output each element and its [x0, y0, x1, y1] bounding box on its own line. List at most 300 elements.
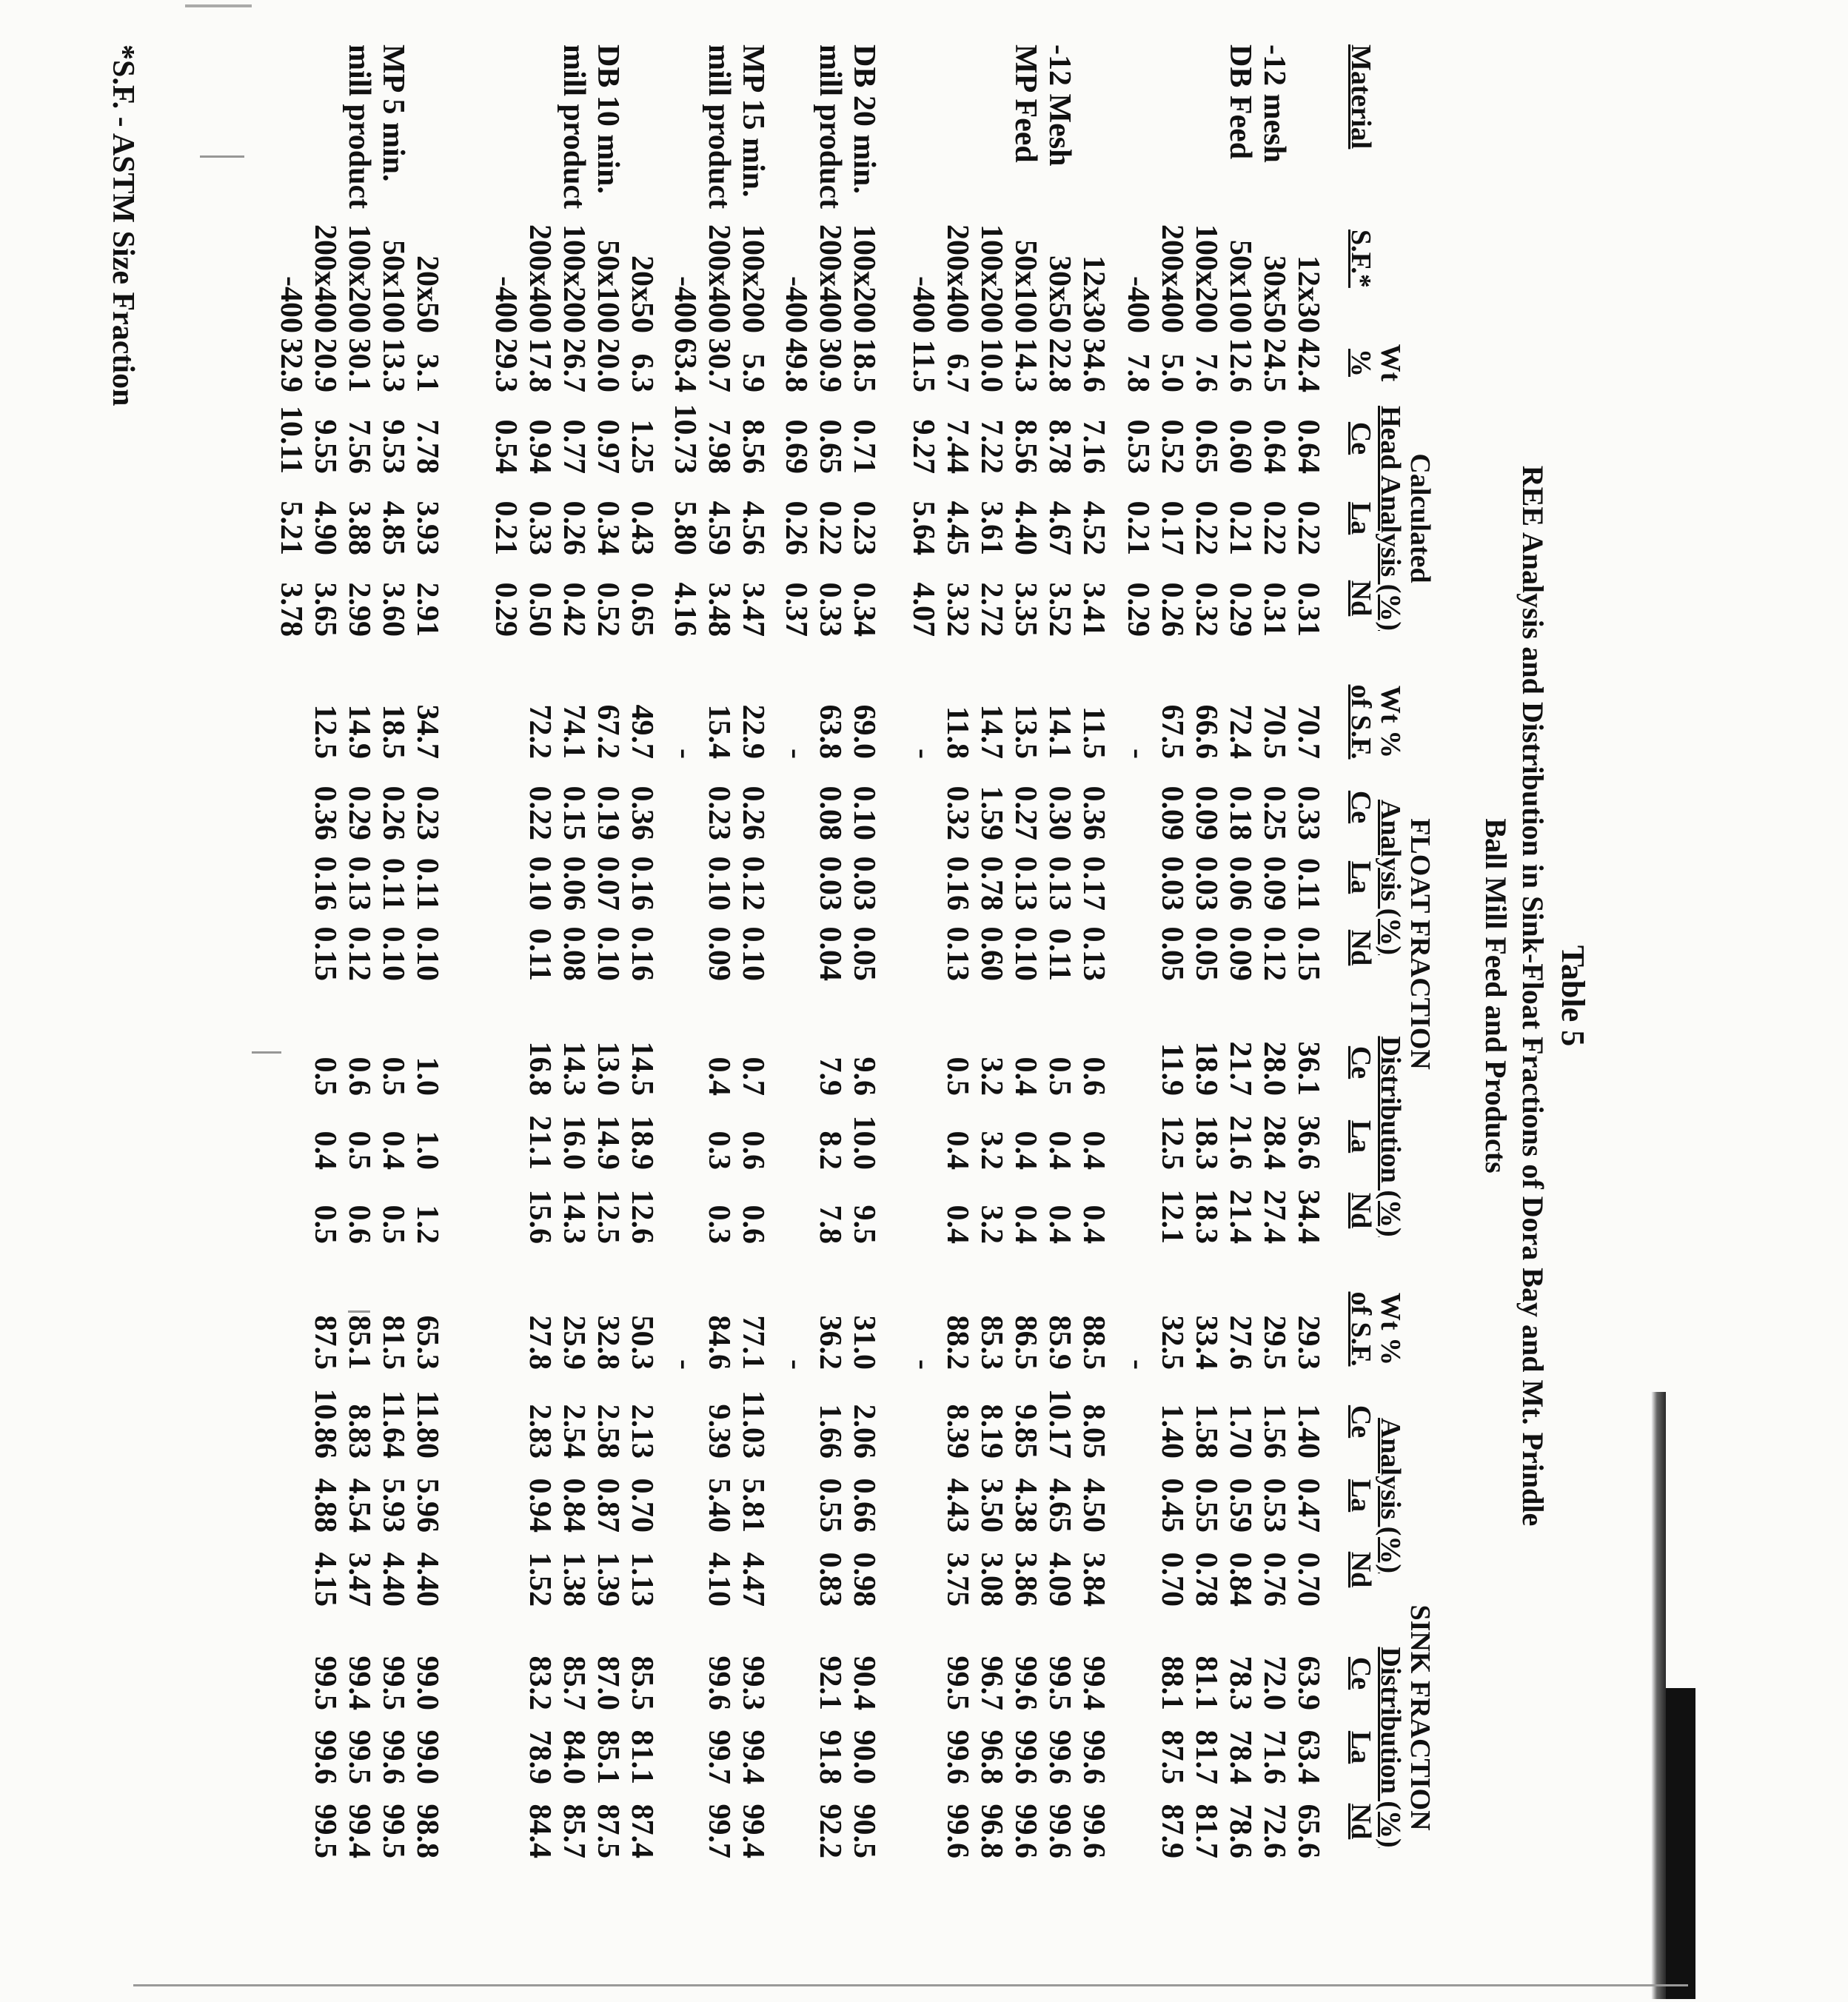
float-weight-cell: 70.7	[1291, 704, 1325, 759]
size-fraction-cell: 200x400	[813, 224, 847, 333]
header-material: Material	[1345, 44, 1376, 150]
float-distribution-cell: 1.2	[410, 1205, 444, 1244]
head-analysis-cell: 0.43	[625, 500, 659, 555]
sink-distribution-cell: 99.5	[308, 1804, 342, 1858]
sink-analysis-cell: 5.81	[736, 1478, 770, 1533]
footnote: *S.F. - ASTM Size Fraction	[106, 44, 140, 406]
head-analysis-cell: 0.32	[1189, 582, 1223, 637]
sink-distribution-cell: 99.6	[308, 1730, 342, 1784]
sink-distribution-cell: 99.4	[342, 1656, 376, 1710]
head-analysis-cell: 0.42	[557, 582, 591, 637]
float-analysis-cell: 0.10	[523, 856, 557, 911]
sink-weight-cell: -	[1121, 1359, 1155, 1370]
sink-distribution-cell: 90.4	[847, 1656, 881, 1710]
float-weight-cell: 72.4	[1223, 704, 1257, 759]
head-analysis-cell: 0.21	[489, 500, 523, 555]
sink-distribution-cell: 99.0	[410, 1730, 444, 1784]
float-analysis-cell: 0.19	[591, 786, 625, 840]
float-analysis-cell: 0.15	[557, 786, 591, 840]
head-analysis-cell: 0.22	[1291, 500, 1325, 555]
sink-weight-cell: 50.3	[625, 1315, 659, 1370]
sink-weight-cell: 27.6	[1223, 1315, 1257, 1370]
table-subtitle: Ball Mill Feed and Products	[1479, 818, 1513, 1174]
sink-analysis-cell: 0.59	[1223, 1478, 1257, 1533]
sink-distribution-cell: 81.7	[1189, 1804, 1223, 1858]
header-sink-wt-top: Wt %	[1375, 1292, 1406, 1366]
sink-distribution-cell: 63.9	[1291, 1656, 1325, 1710]
float-weight-cell: 22.9	[736, 704, 770, 759]
head-analysis-cell: 0.21	[1121, 500, 1155, 555]
float-analysis-cell: 0.10	[1008, 926, 1042, 981]
sink-weight-cell: 29.3	[1291, 1315, 1325, 1370]
head-analysis-cell: 3.60	[376, 582, 410, 637]
float-weight-cell: 11.8	[940, 706, 974, 759]
head-analysis-cell: 4.67	[1042, 500, 1077, 555]
float-analysis-cell: 0.25	[1257, 786, 1291, 840]
sink-distribution-cell: 99.4	[342, 1804, 376, 1858]
sink-analysis-cell: 0.70	[625, 1478, 659, 1533]
float-distribution-cell: 8.2	[813, 1131, 847, 1170]
float-distribution-cell: 34.4	[1291, 1189, 1325, 1244]
sink-analysis-cell: 0.70	[1155, 1552, 1189, 1607]
sink-analysis-cell: 4.15	[308, 1552, 342, 1607]
float-analysis-cell: 0.23	[702, 786, 736, 840]
weight-percent-cell: 20.9	[308, 338, 342, 392]
float-analysis-cell: 0.13	[1077, 926, 1111, 981]
sink-weight-cell: -	[668, 1359, 702, 1370]
head-analysis-cell: 3.78	[274, 582, 308, 637]
float-analysis-cell: 0.16	[308, 856, 342, 911]
head-analysis-cell: 0.29	[489, 582, 523, 637]
sink-distribution-cell: 91.8	[813, 1730, 847, 1784]
scan-speck	[185, 4, 252, 7]
scan-speck	[348, 1310, 370, 1313]
scan-binding-edge	[1666, 1688, 1695, 1999]
size-fraction-cell: 100x200	[974, 224, 1008, 333]
float-analysis-cell: 0.10	[591, 926, 625, 981]
header-sf: S.F.*	[1345, 230, 1376, 288]
sink-distribution-cell: 99.6	[1077, 1730, 1111, 1784]
sink-distribution-cell: 96.8	[974, 1730, 1008, 1784]
size-fraction-cell: 50x100	[376, 240, 410, 333]
sink-distribution-cell: 99.5	[376, 1804, 410, 1858]
head-analysis-cell: 0.26	[1155, 582, 1189, 637]
sink-weight-cell: 36.2	[813, 1315, 847, 1370]
rotated-table-page	[106, 44, 1592, 1947]
float-analysis-cell: 0.60	[974, 926, 1008, 981]
float-analysis-cell: 0.16	[625, 926, 659, 981]
sink-distribution-cell: 84.4	[523, 1804, 557, 1858]
header-head-nd: Nd	[1345, 580, 1376, 617]
header-float-wt-top: Wt %	[1375, 685, 1406, 759]
sink-analysis-cell: 4.54	[342, 1478, 376, 1533]
float-distribution-cell: 14.3	[557, 1189, 591, 1244]
sink-distribution-cell: 85.1	[591, 1730, 625, 1784]
sink-distribution-cell: 99.4	[736, 1804, 770, 1858]
float-analysis-cell: 0.08	[813, 786, 847, 840]
sink-analysis-cell: 1.40	[1155, 1404, 1189, 1459]
weight-percent-cell: 7.6	[1189, 353, 1223, 392]
sink-analysis-cell: 1.56	[1257, 1404, 1291, 1459]
float-analysis-cell: 0.29	[342, 786, 376, 840]
float-analysis-cell: 0.08	[557, 926, 591, 981]
sink-analysis-cell: 8.83	[342, 1404, 376, 1459]
sink-analysis-cell: 1.13	[625, 1552, 659, 1607]
sink-weight-cell: 25.9	[557, 1315, 591, 1370]
size-fraction-cell: 200x400	[940, 224, 974, 333]
float-distribution-cell: 0.7	[736, 1057, 770, 1096]
sink-analysis-cell: 10.17	[1042, 1388, 1077, 1459]
scan-speck	[200, 155, 244, 158]
float-analysis-cell: 0.11	[1042, 928, 1077, 981]
sink-analysis-cell: 0.47	[1291, 1478, 1325, 1533]
sink-weight-cell: 81.5	[376, 1315, 410, 1370]
sink-distribution-cell: 85.5	[625, 1656, 659, 1710]
float-distribution-cell: 3.2	[974, 1057, 1008, 1096]
sink-analysis-cell: 0.55	[1189, 1478, 1223, 1533]
sink-distribution-cell: 96.7	[974, 1656, 1008, 1710]
weight-percent-cell: 63.4	[668, 338, 702, 392]
sink-distribution-cell: 99.5	[376, 1656, 410, 1710]
head-analysis-cell: 0.65	[625, 582, 659, 637]
sink-weight-cell: 32.5	[1155, 1315, 1189, 1370]
float-analysis-cell: 0.32	[940, 786, 974, 840]
head-analysis-cell: 0.17	[1155, 500, 1189, 555]
sink-weight-cell: 27.8	[523, 1315, 557, 1370]
sink-weight-cell: 88.5	[1077, 1315, 1111, 1370]
sink-analysis-cell: 2.13	[625, 1404, 659, 1459]
sink-distribution-cell: 99.6	[1008, 1730, 1042, 1784]
float-distribution-cell: 3.2	[974, 1131, 1008, 1170]
head-analysis-cell: 0.77	[557, 419, 591, 474]
size-fraction-cell: 30x50	[1257, 255, 1291, 333]
head-analysis-cell: 0.23	[847, 500, 881, 555]
head-analysis-cell: 3.35	[1008, 582, 1042, 637]
sink-distribution-cell: 78.3	[1223, 1656, 1257, 1710]
float-distribution-cell: 0.3	[702, 1131, 736, 1170]
float-analysis-cell: 0.09	[1257, 856, 1291, 911]
float-distribution-cell: 9.6	[847, 1057, 881, 1096]
head-analysis-cell: 2.72	[974, 582, 1008, 637]
sink-distribution-cell: 99.6	[1077, 1804, 1111, 1858]
size-fraction-cell: 200x400	[308, 224, 342, 333]
weight-percent-cell: 3.1	[410, 353, 444, 392]
head-analysis-cell: 9.53	[376, 419, 410, 474]
head-analysis-cell: 8.78	[1042, 419, 1077, 474]
float-analysis-cell: 0.05	[1155, 926, 1189, 981]
float-analysis-cell: 0.10	[736, 926, 770, 981]
size-fraction-cell: 20x50	[410, 255, 444, 333]
sink-analysis-cell: 4.09	[1042, 1552, 1077, 1607]
head-analysis-cell: 4.56	[736, 500, 770, 555]
float-distribution-cell: 0.5	[940, 1057, 974, 1096]
float-analysis-cell: 0.04	[813, 926, 847, 981]
sink-distribution-cell: 99.6	[940, 1730, 974, 1784]
sink-analysis-cell: 0.70	[1291, 1552, 1325, 1607]
sink-distribution-cell: 90.5	[847, 1804, 881, 1858]
sink-distribution-cell: 87.0	[591, 1656, 625, 1710]
float-distribution-cell: 21.1	[523, 1115, 557, 1170]
sink-analysis-cell: 11.64	[376, 1390, 410, 1459]
head-analysis-cell: 4.16	[668, 582, 702, 637]
sink-distribution-cell: 99.5	[308, 1656, 342, 1710]
float-analysis-cell: 0.09	[1155, 786, 1189, 840]
sink-analysis-cell: 2.58	[591, 1404, 625, 1459]
sink-weight-cell: 31.0	[847, 1315, 881, 1370]
head-analysis-cell: 0.22	[813, 500, 847, 555]
sink-analysis-cell: 11.80	[410, 1390, 444, 1459]
head-analysis-cell: 0.22	[1189, 500, 1223, 555]
material-label: -12 Mesh MP Feed	[1008, 44, 1077, 167]
header-float-a-la: La	[1345, 860, 1376, 894]
header-sink-d-la: La	[1345, 1730, 1376, 1764]
float-analysis-cell: 0.36	[308, 786, 342, 840]
header-float-d-nd: Nd	[1345, 1192, 1376, 1229]
float-weight-cell: 11.5	[1077, 706, 1111, 759]
head-analysis-cell: 10.11	[274, 405, 308, 474]
sink-analysis-cell: 0.78	[1189, 1552, 1223, 1607]
head-analysis-cell: 7.22	[974, 419, 1008, 474]
scan-speck	[252, 1051, 281, 1054]
weight-percent-cell: 17.8	[523, 338, 557, 392]
weight-percent-cell: 5.0	[1155, 353, 1189, 392]
float-distribution-cell: 1.0	[410, 1131, 444, 1170]
head-analysis-cell: 3.32	[940, 582, 974, 637]
weight-percent-cell: 18.5	[847, 338, 881, 392]
size-fraction-cell: 100x200	[736, 224, 770, 333]
float-analysis-cell: 0.03	[1189, 856, 1223, 911]
size-fraction-cell: 12x30	[1291, 255, 1325, 333]
float-distribution-cell: 16.8	[523, 1041, 557, 1096]
head-analysis-cell: 4.07	[906, 582, 940, 637]
weight-percent-cell: 42.4	[1291, 338, 1325, 392]
float-distribution-cell: 18.9	[1189, 1041, 1223, 1096]
float-distribution-cell: 0.5	[376, 1205, 410, 1244]
float-analysis-cell: 0.12	[1257, 926, 1291, 981]
head-analysis-cell: 5.21	[274, 500, 308, 555]
float-distribution-cell: 0.5	[1042, 1057, 1077, 1096]
sink-analysis-cell: 0.98	[847, 1552, 881, 1607]
sink-analysis-cell: 4.65	[1042, 1478, 1077, 1533]
head-analysis-cell: 9.55	[308, 419, 342, 474]
size-fraction-cell: -400	[906, 276, 940, 333]
float-weight-cell: 49.7	[625, 704, 659, 759]
head-analysis-cell: 0.69	[779, 419, 813, 474]
head-analysis-cell: 8.56	[1008, 419, 1042, 474]
sink-weight-cell: 85.1	[342, 1315, 376, 1370]
sink-analysis-cell: 10.86	[308, 1388, 342, 1459]
float-weight-cell: 14.7	[974, 704, 1008, 759]
head-analysis-cell: 2.91	[410, 582, 444, 637]
weight-percent-cell: 29.3	[489, 338, 523, 392]
sink-distribution-cell: 99.6	[376, 1730, 410, 1784]
sink-analysis-cell: 0.84	[1223, 1552, 1257, 1607]
float-analysis-cell: 0.11	[523, 928, 557, 981]
head-analysis-cell: 0.65	[1189, 419, 1223, 474]
float-analysis-cell: 0.13	[1008, 856, 1042, 911]
head-analysis-cell: 0.97	[591, 419, 625, 474]
sink-distribution-cell: 96.8	[974, 1804, 1008, 1858]
scan-bottom-edge	[133, 1984, 1688, 1986]
sink-analysis-cell: 4.43	[940, 1478, 974, 1533]
sink-analysis-cell: 4.40	[410, 1552, 444, 1607]
sink-analysis-cell: 4.10	[702, 1552, 736, 1607]
float-analysis-cell: 0.10	[847, 786, 881, 840]
sink-distribution-cell: 92.1	[813, 1656, 847, 1710]
head-analysis-cell: 0.31	[1257, 582, 1291, 637]
header-head-analysis: Head Analysis (%)	[1375, 405, 1406, 632]
head-analysis-cell: 8.56	[736, 419, 770, 474]
float-analysis-cell: 0.10	[410, 926, 444, 981]
sink-analysis-cell: 9.39	[702, 1404, 736, 1459]
float-weight-cell: -	[1121, 749, 1155, 759]
float-distribution-cell: 3.2	[974, 1205, 1008, 1244]
float-distribution-cell: 0.6	[736, 1205, 770, 1244]
sink-analysis-cell: 8.05	[1077, 1404, 1111, 1459]
sink-analysis-cell: 4.88	[308, 1478, 342, 1533]
sink-analysis-cell: 1.52	[523, 1552, 557, 1607]
header-sink-a-nd: Nd	[1345, 1551, 1376, 1588]
head-analysis-cell: 5.80	[668, 500, 702, 555]
float-distribution-cell: 0.4	[1077, 1131, 1111, 1170]
size-fraction-cell: 200x400	[523, 224, 557, 333]
float-distribution-cell: 13.0	[591, 1041, 625, 1096]
header-sink-wt-bottom: of S.F.	[1345, 1291, 1376, 1367]
sink-weight-cell: 65.3	[410, 1315, 444, 1370]
header-float-a-nd: Nd	[1345, 929, 1376, 966]
sink-distribution-cell: 81.1	[625, 1730, 659, 1784]
header-sink-analysis: Analysis (%)	[1375, 1417, 1406, 1574]
sink-distribution-cell: 87.5	[591, 1804, 625, 1858]
float-distribution-cell: 0.5	[308, 1205, 342, 1244]
sink-analysis-cell: 0.66	[847, 1478, 881, 1533]
sink-distribution-cell: 99.6	[1042, 1730, 1077, 1784]
head-analysis-cell: 4.85	[376, 500, 410, 555]
sink-analysis-cell: 4.40	[376, 1552, 410, 1607]
float-weight-cell: 67.5	[1155, 704, 1189, 759]
float-distribution-cell: 36.1	[1291, 1041, 1325, 1096]
float-analysis-cell: 0.15	[308, 926, 342, 981]
float-analysis-cell: 0.10	[702, 856, 736, 911]
sink-weight-cell: 88.2	[940, 1315, 974, 1370]
size-fraction-cell: -400	[489, 276, 523, 333]
head-analysis-cell: 0.21	[1223, 500, 1257, 555]
sink-distribution-cell: 65.6	[1291, 1804, 1325, 1858]
head-analysis-cell: 4.45	[940, 500, 974, 555]
float-analysis-cell: 0.13	[940, 926, 974, 981]
sink-analysis-cell: 1.40	[1291, 1404, 1325, 1459]
head-analysis-cell: 0.29	[1223, 582, 1257, 637]
sink-analysis-cell: 2.06	[847, 1404, 881, 1459]
header-wt-top: Wt	[1375, 344, 1406, 382]
head-analysis-cell: 5.64	[906, 500, 940, 555]
material-label: DB 20 min. mill product	[813, 44, 881, 210]
head-analysis-cell: 3.52	[1042, 582, 1077, 637]
float-distribution-cell: 10.0	[847, 1115, 881, 1170]
float-analysis-cell: 0.11	[376, 857, 410, 911]
head-analysis-cell: 0.52	[1155, 419, 1189, 474]
sink-distribution-cell: 88.1	[1155, 1656, 1189, 1710]
weight-percent-cell: 5.9	[736, 353, 770, 392]
head-analysis-cell: 4.90	[308, 500, 342, 555]
float-distribution-cell: 0.4	[308, 1131, 342, 1170]
sink-weight-cell: 84.6	[702, 1315, 736, 1370]
float-distribution-cell: 16.0	[557, 1115, 591, 1170]
size-fraction-cell: -400	[274, 276, 308, 333]
sink-distribution-cell: 99.4	[736, 1730, 770, 1784]
float-analysis-cell: 0.09	[1189, 786, 1223, 840]
float-analysis-cell: 0.16	[625, 856, 659, 911]
sink-analysis-cell: 5.40	[702, 1478, 736, 1533]
header-sink-d-ce: Ce	[1345, 1656, 1376, 1690]
table-title: REE Analysis and Distribution in Sink-Float Fractions of Dora Bay and Mt. Prindle	[1516, 465, 1550, 1527]
head-analysis-cell: 7.44	[940, 419, 974, 474]
sink-analysis-cell: 3.08	[974, 1552, 1008, 1607]
sink-distribution-cell: 90.0	[847, 1730, 881, 1784]
weight-percent-cell: 24.5	[1257, 338, 1291, 392]
float-analysis-cell: 0.06	[1223, 856, 1257, 911]
header-float-wt-bottom: of S.F.	[1345, 684, 1376, 760]
sink-weight-cell: 87.5	[308, 1315, 342, 1370]
sink-analysis-cell: 3.50	[974, 1478, 1008, 1533]
material-label: -12 mesh DB Feed	[1223, 44, 1291, 163]
sink-distribution-cell: 99.6	[702, 1656, 736, 1710]
weight-percent-cell: 30.9	[813, 338, 847, 392]
float-distribution-cell: 0.6	[1077, 1057, 1111, 1096]
sink-analysis-cell: 2.54	[557, 1404, 591, 1459]
float-weight-cell: 15.4	[702, 704, 736, 759]
float-analysis-cell: 0.09	[1223, 926, 1257, 981]
float-analysis-cell: 0.13	[342, 856, 376, 911]
float-distribution-cell: 7.8	[813, 1205, 847, 1244]
sink-analysis-cell: 0.94	[523, 1478, 557, 1533]
material-label: DB 10 min. mill product	[557, 44, 625, 210]
weight-percent-cell: 30.1	[342, 338, 376, 392]
head-analysis-cell: 0.33	[523, 500, 557, 555]
weight-percent-cell: 6.3	[625, 353, 659, 392]
float-distribution-cell: 21.7	[1223, 1041, 1257, 1096]
float-distribution-cell: 12.6	[625, 1189, 659, 1244]
float-analysis-cell: 0.33	[1291, 786, 1325, 840]
float-distribution-cell: 0.6	[342, 1057, 376, 1096]
float-distribution-cell: 7.9	[813, 1057, 847, 1096]
header-calculated: Calculated	[1405, 453, 1436, 583]
head-analysis-cell: 4.40	[1008, 500, 1042, 555]
table-label: Table 5	[1555, 945, 1591, 1047]
head-analysis-cell: 0.64	[1257, 419, 1291, 474]
scan-binding-shadow	[1651, 1392, 1666, 1999]
head-analysis-cell: 0.60	[1223, 419, 1257, 474]
size-fraction-cell: -400	[668, 276, 702, 333]
float-analysis-cell: 0.18	[1223, 786, 1257, 840]
sink-analysis-cell: 5.96	[410, 1478, 444, 1533]
weight-percent-cell: 22.8	[1042, 338, 1077, 392]
float-weight-cell: 14.9	[342, 704, 376, 759]
float-weight-cell: 70.5	[1257, 704, 1291, 759]
float-distribution-cell: 14.3	[557, 1041, 591, 1096]
size-fraction-cell: 50x100	[1008, 240, 1042, 333]
sink-analysis-cell: 3.84	[1077, 1552, 1111, 1607]
float-analysis-cell: 0.17	[1077, 856, 1111, 911]
sink-analysis-cell: 4.50	[1077, 1478, 1111, 1533]
float-analysis-cell: 0.23	[410, 786, 444, 840]
float-analysis-cell: 0.26	[736, 786, 770, 840]
head-analysis-cell: 3.93	[410, 500, 444, 555]
float-analysis-cell: 0.36	[625, 786, 659, 840]
sink-analysis-cell: 0.84	[557, 1478, 591, 1533]
float-analysis-cell: 0.22	[523, 786, 557, 840]
head-analysis-cell: 0.26	[779, 500, 813, 555]
